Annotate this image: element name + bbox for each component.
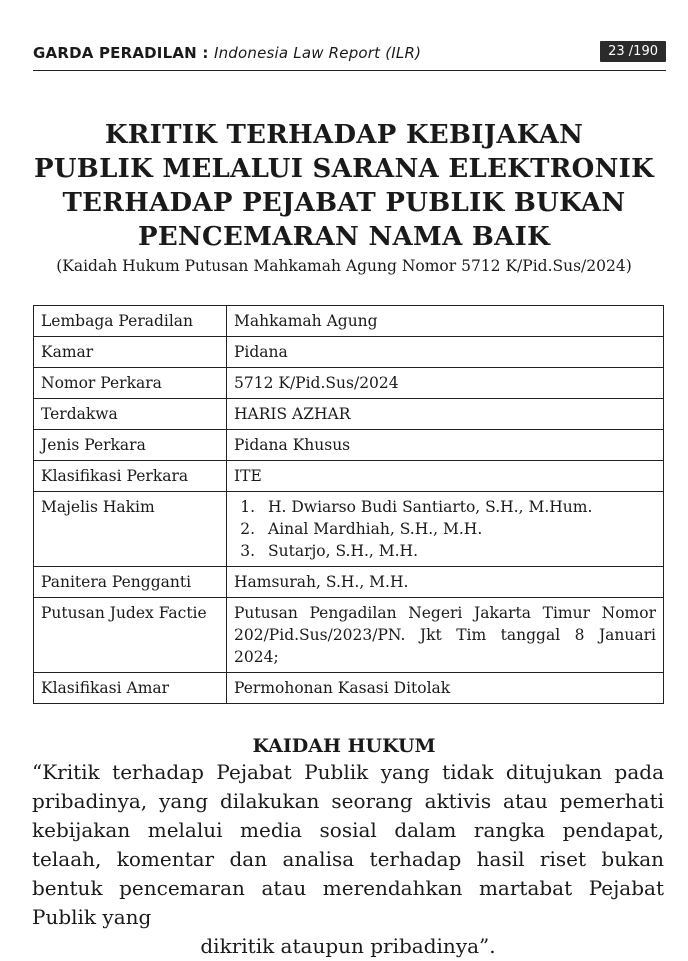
row-label: Nomor Perkara bbox=[34, 368, 227, 399]
table-row bbox=[34, 306, 664, 337]
kaidah-quote bbox=[32, 758, 664, 961]
list-item: 1. H. Dwiarso Budi Santiarto, S.H., M.Hum. bbox=[260, 496, 656, 518]
row-value: Pidana bbox=[227, 337, 664, 368]
quote-body: “Kritik terhadap Pejabat Publik yang tidak ditujukan pada pribadinya, yang dilakukan seorang aktivis atau pemerhati kebijakan melalui media sosial dalam rangka pendapat, telaah, komentar dan analisa terhadap hasil riset bukan bentuk pencemaran atau merendahkan martabat Pejabat Publik yang bbox=[32, 760, 664, 929]
row-value: HARIS AZHAR bbox=[227, 399, 664, 430]
row-label: Majelis Hakim bbox=[34, 492, 227, 567]
table-row bbox=[34, 337, 664, 368]
row-label: Jenis Perkara bbox=[34, 430, 227, 461]
document-title bbox=[30, 118, 658, 254]
table-row bbox=[34, 567, 664, 598]
quote-last-line: dikritik ataupun pribadinya”. bbox=[200, 934, 496, 958]
row-value: Mahkamah Agung bbox=[227, 306, 664, 337]
running-header bbox=[33, 40, 666, 71]
header-subtitle: Indonesia Law Report (ILR) bbox=[213, 44, 422, 62]
row-label: Klasifikasi Amar bbox=[34, 673, 227, 704]
list-item: 2. Ainal Mardhiah, S.H., M.H. bbox=[260, 518, 656, 540]
row-label: Klasifikasi Perkara bbox=[34, 461, 227, 492]
row-label: Terdakwa bbox=[34, 399, 227, 430]
title-line: KRITIK TERHADAP KEBIJAKAN bbox=[104, 120, 584, 150]
row-label: Panitera Pengganti bbox=[34, 567, 227, 598]
row-label: Lembaga Peradilan bbox=[34, 306, 227, 337]
table-row bbox=[34, 461, 664, 492]
row-value: Permohonan Kasasi Ditolak bbox=[227, 673, 664, 704]
title-line: PENCEMARAN NAMA BAIK bbox=[137, 222, 551, 252]
header-brand: GARDA PERADILAN : Indonesia Law Report (ILR) bbox=[33, 44, 422, 62]
table-row bbox=[34, 430, 664, 461]
kaidah-heading: KAIDAH HUKUM bbox=[252, 735, 436, 757]
document-subtitle: (Kaidah Hukum Putusan Mahkamah Agung Nomor 5712 K/Pid.Sus/2024) bbox=[56, 257, 632, 275]
list-item: 3. Sutarjo, S.H., M.H. bbox=[260, 540, 656, 562]
judge-list bbox=[234, 496, 656, 562]
row-label: Putusan Judex Factie bbox=[34, 598, 227, 673]
case-info-table bbox=[33, 305, 664, 704]
title-line: TERHADAP PEJABAT PUBLIK BUKAN bbox=[62, 188, 626, 218]
table-row bbox=[34, 673, 664, 704]
row-value: ITE bbox=[227, 461, 664, 492]
table-row bbox=[34, 598, 664, 673]
row-value: 5712 K/Pid.Sus/2024 bbox=[227, 368, 664, 399]
row-value: Hamsurah, S.H., M.H. bbox=[227, 567, 664, 598]
row-value bbox=[227, 492, 664, 567]
row-label: Kamar bbox=[34, 337, 227, 368]
row-value: Putusan Pengadilan Negeri Jakarta Timur Nomor 202/Pid.Sus/2023/PN. Jkt Tim tanggal 8 Januari 2024; bbox=[227, 598, 664, 673]
row-value: Pidana Khusus bbox=[227, 430, 664, 461]
table-row bbox=[34, 399, 664, 430]
table-row bbox=[34, 492, 664, 567]
title-line: PUBLIK MELALUI SARANA ELEKTRONIK bbox=[33, 154, 655, 184]
page-indicator: 23 /190 bbox=[600, 41, 666, 62]
table-row bbox=[34, 368, 664, 399]
